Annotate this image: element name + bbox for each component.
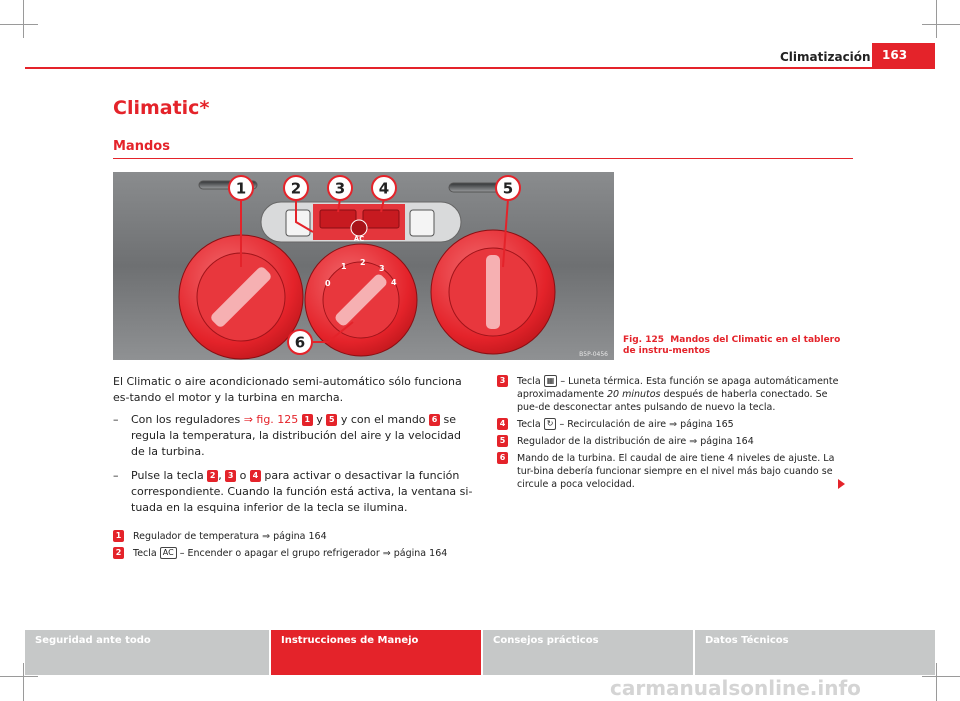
callout-2-label: 2 xyxy=(290,179,302,198)
figure-caption-label: Fig. 125 xyxy=(623,335,665,345)
ac-button xyxy=(351,220,367,236)
legend-rest: – Luneta térmica. Esta función se apaga automáticamente aproximadamente xyxy=(517,376,839,400)
figure-caption-text: Mandos del Climatic en el tablero de instru-mentos xyxy=(623,335,841,356)
bullet-1 xyxy=(113,412,473,460)
recirculation-button xyxy=(363,210,399,228)
legend-text: Mando de la turbina. El caudal de aire tiene 4 niveles de ajuste. La tur-bina debería funcionar siempre en el nivel más bajo cuando se circule a poca velocidad. xyxy=(517,453,835,490)
ref-badge: 3 xyxy=(225,470,236,482)
legend-badge: 1 xyxy=(113,530,124,542)
callout-6-label: 6 xyxy=(294,333,306,352)
footer-tab-consejos[interactable]: Consejos prácticos xyxy=(483,630,693,675)
subtitle-rule xyxy=(113,158,853,159)
rear-defrost-key-icon: ▦ xyxy=(544,375,558,387)
crop-mark xyxy=(23,0,24,38)
bullet-text: para activar o desactivar la función correspondiente. Cuando la función está activa, la ventana si-tuada en la esquina inferior de la tecla se ilumina. xyxy=(131,469,473,514)
legend-pre: Tecla xyxy=(517,376,544,387)
seat-heat-right-button xyxy=(410,210,434,236)
legend-badge: 4 xyxy=(497,418,508,430)
legend-text[interactable] xyxy=(517,418,847,431)
bullet-text: y xyxy=(312,413,327,426)
bullet-text: , xyxy=(218,469,226,482)
crop-mark xyxy=(922,676,960,677)
running-header-section: Climatización xyxy=(780,50,871,64)
footer-tab-datos[interactable]: Datos Técnicos xyxy=(695,630,935,675)
fan-scale-1: 1 xyxy=(341,262,347,271)
bullet-text: o xyxy=(236,469,250,482)
legend-text[interactable] xyxy=(133,547,447,560)
legend-badge: 6 xyxy=(497,452,508,464)
crop-mark xyxy=(0,24,38,25)
legend-emphasis: 20 minutos xyxy=(606,389,661,400)
fan-scale-0: 0 xyxy=(325,279,331,288)
footer-nav xyxy=(25,630,935,675)
header-rule xyxy=(25,67,935,69)
legend-rest: – Encender o apagar el grupo refrigerador ⇒ página 164 xyxy=(176,548,448,559)
ref-badge: 1 xyxy=(302,414,313,426)
figure-link[interactable]: ⇒ fig. 125 xyxy=(243,413,299,426)
figure-caption xyxy=(623,335,853,357)
crop-mark xyxy=(922,24,960,25)
legend-rest: después de haberla conectado. Se pue-de desconectar antes pulsando de nuevo la tecla. xyxy=(517,389,828,413)
climatic-controls-figure xyxy=(113,172,614,360)
callout-4-label: 4 xyxy=(378,179,390,198)
distribution-knob-grip xyxy=(486,255,500,329)
fan-scale-3: 3 xyxy=(379,264,385,273)
section-subtitle: Mandos xyxy=(113,139,170,154)
ac-key-icon: AC xyxy=(160,547,177,559)
crop-mark xyxy=(936,0,937,38)
bullet-dash: – xyxy=(113,469,119,482)
bullet-text: se regula la temperatura, la distribución del aire y la velocidad de la turbina. xyxy=(131,413,461,458)
continue-arrow-icon xyxy=(838,479,845,489)
callout-1-label: 1 xyxy=(235,179,247,198)
rear-defrost-button xyxy=(320,210,356,228)
page-number: 163 xyxy=(872,43,935,67)
crop-mark xyxy=(23,663,24,701)
bullet-text: y con el mando xyxy=(337,413,430,426)
watermark: carmanualsonline.info xyxy=(610,676,861,700)
crop-mark xyxy=(936,663,937,701)
bullet-text: Con los reguladores xyxy=(131,413,244,426)
legend-text[interactable]: Regulador de temperatura ⇒ página 164 xyxy=(133,531,327,542)
footer-tab-instrucciones[interactable]: Instrucciones de Manejo xyxy=(271,630,481,675)
legend-pre: Tecla xyxy=(517,419,544,430)
fan-scale-4: 4 xyxy=(391,278,397,287)
intro-paragraph: El Climatic o aire acondicionado semi-automático sólo funciona es-tando el motor y la turbina en marcha. xyxy=(113,375,462,404)
legend-badge: 2 xyxy=(113,547,124,559)
ref-badge: 4 xyxy=(250,470,261,482)
ref-badge: 6 xyxy=(429,414,440,426)
crop-mark xyxy=(0,676,38,677)
fan-scale-2: 2 xyxy=(360,258,366,267)
callout-3-label: 3 xyxy=(334,179,346,198)
ref-badge: 5 xyxy=(326,414,337,426)
bullet-dash: – xyxy=(113,413,119,426)
legend-badge: 3 xyxy=(497,375,508,387)
callout-5-label: 5 xyxy=(502,179,514,198)
page-title: Climatic* xyxy=(113,97,210,119)
bullet-text: Pulse la tecla xyxy=(131,469,208,482)
legend-text xyxy=(517,375,847,414)
legend-rest: – Recirculación de aire ⇒ página 165 xyxy=(556,419,734,430)
legend-pre: Tecla xyxy=(133,548,160,559)
footer-tab-seguridad[interactable]: Seguridad ante todo xyxy=(25,630,269,675)
legend-badge: 5 xyxy=(497,435,508,447)
bullet-2 xyxy=(113,468,473,516)
recirculation-key-icon: ↻ xyxy=(544,418,557,430)
ref-badge: 2 xyxy=(207,470,218,482)
image-code: B5P-0456 xyxy=(579,351,608,358)
legend-text[interactable]: Regulador de la distribución de aire ⇒ página 164 xyxy=(517,436,754,447)
ac-label: AC xyxy=(353,235,365,243)
